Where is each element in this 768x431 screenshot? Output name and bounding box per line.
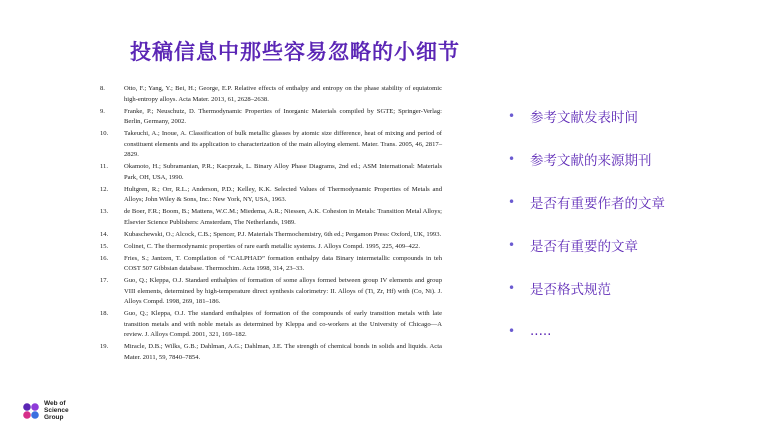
reference-number: 15. bbox=[100, 242, 109, 250]
checklist-label: 是否有重要的文章 bbox=[530, 238, 638, 255]
reference-item bbox=[100, 230, 442, 241]
reference-text: de Boer, F.R.; Boom, B.; Mattens, W.C.M.; Miedema, A.R.; Niessen, A.K. Cohesion in Metals: Transition Metal Alloys; Elsevier Science Publishers: Amsterdam, The Netherlands, 1989. bbox=[124, 208, 442, 226]
logo-text bbox=[44, 400, 69, 421]
reference-item bbox=[100, 342, 442, 363]
reference-number: 17. bbox=[100, 277, 109, 284]
checklist-item bbox=[508, 309, 665, 352]
web-of-science-group-logo bbox=[22, 400, 69, 421]
reference-number: 14. bbox=[100, 230, 109, 238]
logo-line: Web of bbox=[44, 400, 66, 407]
checklist bbox=[508, 94, 665, 352]
reference-number: 8. bbox=[100, 85, 105, 92]
checklist-label: 参考文献发表时间 bbox=[530, 109, 638, 126]
reference-text: Colinet, C. The thermodynamic properties of rare earth metallic systems. J. Alloys Compd. 1995, 225, 409–422. bbox=[124, 242, 421, 250]
reference-text: Fries, S.; Jantzen, T. Compilation of “CALPHAD” formation enthalpy data Binary intermetallic compounds in teh COST 507 Gibbsian database. Thermochim. Acta 1998, 314, 23–33. bbox=[124, 254, 442, 272]
logo-line: Group bbox=[44, 414, 64, 421]
reference-text: Guo, Q.; Kleppa, O.J. Standard enthalpies of formation of some alloys formed between group IV elements and group VIII elements, determined by high-temperature direct synthesis calorimetry: II. Alloys of (Ti, Zr, Hf) with (Co, Ni). J. Alloys Compd. 1998, 269, 181–186. bbox=[124, 277, 442, 305]
reference-item bbox=[100, 107, 442, 128]
bullet-icon: • bbox=[508, 151, 516, 166]
reference-item bbox=[100, 309, 442, 341]
checklist-item bbox=[508, 223, 665, 266]
reference-number: 12. bbox=[100, 185, 109, 193]
reference-text: Otto, F.; Yang, Y.; Bei, H.; George, E.P. Relative effects of enthalpy and entropy on the phase stability of equiatomic high-entropy alloys. Acta Mater. 2013, 61, 2628–2638. bbox=[124, 85, 442, 103]
checklist-label: 参考文献的来源期刊 bbox=[530, 152, 652, 169]
logo-line: Science bbox=[44, 407, 69, 414]
bullet-icon: • bbox=[508, 280, 516, 295]
reference-text: Okamoto, H.; Subramanian, P.R.; Kacprzak, L. Binary Alloy Phase Diagrams, 2nd ed.; ASM International: Materials Park, OH, USA, 1990. bbox=[124, 163, 442, 181]
reference-text: Guo, Q.; Kleppa, O.J. The standard enthalpies of formation of the compounds of early transition metals with late transition metals and with noble metals as determined by Kleppa and co-workers at the University of Chicago—A review. J. Alloys Compd. 2001, 321, 169–182. bbox=[124, 310, 442, 338]
reference-text: Kubaschewski, O.; Alcock, C.B.; Spencer, P.J. Materials Thermochemistry, 6th ed.; Pergamon Press: Oxford, UK, 1993. bbox=[124, 230, 442, 238]
reference-text: Franke, P.; Neuschutz, D. Thermodynamic Properties of Inorganic Materials compiled by SGTE; Springer-Verlag: Berlin, Germany, 2002. bbox=[124, 107, 442, 125]
reference-item bbox=[100, 276, 442, 308]
reference-item bbox=[100, 84, 442, 105]
checklist-label: 是否有重要作者的文章 bbox=[530, 195, 665, 212]
reference-number: 9. bbox=[100, 107, 105, 115]
reference-item bbox=[100, 185, 442, 206]
checklist-label: ..... bbox=[530, 322, 552, 339]
bullet-icon: • bbox=[508, 194, 516, 209]
reference-text: Takeuchi, A.; Inoue, A. Classification of bulk metallic glasses by atomic size difference, heat of mixing and period of constituent elements and its application to characterization of the main alloying element. Mater. Trans. 2005, 46, 2817–2829. bbox=[124, 130, 442, 158]
reference-text: Hultgren, R.; Orr, R.L.; Anderson, P.D.; Kelley, K.K. Selected Values of Thermodynamic Properties of Metals and Alloys; John Wiley & Sons, Inc.: New York, NY, USA, 1963. bbox=[124, 185, 442, 203]
checklist-item bbox=[508, 180, 665, 223]
checklist-item bbox=[508, 266, 665, 309]
reference-item bbox=[100, 129, 442, 161]
reference-number: 11. bbox=[100, 163, 108, 170]
reference-number: 10. bbox=[100, 130, 109, 137]
reference-item bbox=[100, 162, 442, 183]
logo-mark-icon bbox=[22, 402, 40, 420]
checklist-item bbox=[508, 94, 665, 137]
checklist-label: 是否格式规范 bbox=[530, 281, 611, 298]
checklist-item bbox=[508, 137, 665, 180]
reference-number: 19. bbox=[100, 343, 109, 350]
slide-title: 投稿信息中那些容易忽略的小细节 bbox=[130, 40, 460, 64]
reference-item bbox=[100, 207, 442, 228]
reference-number: 16. bbox=[100, 254, 109, 262]
bullet-icon: • bbox=[508, 237, 516, 252]
reference-text: Miracle, D.B.; Wilks, G.B.; Dahlman, A.G.; Dahlman, J.E. The strength of chemical bonds in solids and liquids. Acta Mater. 2011, 59, 7840–7854. bbox=[124, 343, 442, 361]
bullet-icon: • bbox=[508, 108, 516, 123]
bullet-icon: • bbox=[508, 323, 516, 338]
reference-number: 13. bbox=[100, 208, 109, 215]
reference-list bbox=[100, 84, 442, 365]
reference-item bbox=[100, 242, 442, 253]
reference-item bbox=[100, 254, 442, 275]
reference-number: 18. bbox=[100, 310, 109, 317]
